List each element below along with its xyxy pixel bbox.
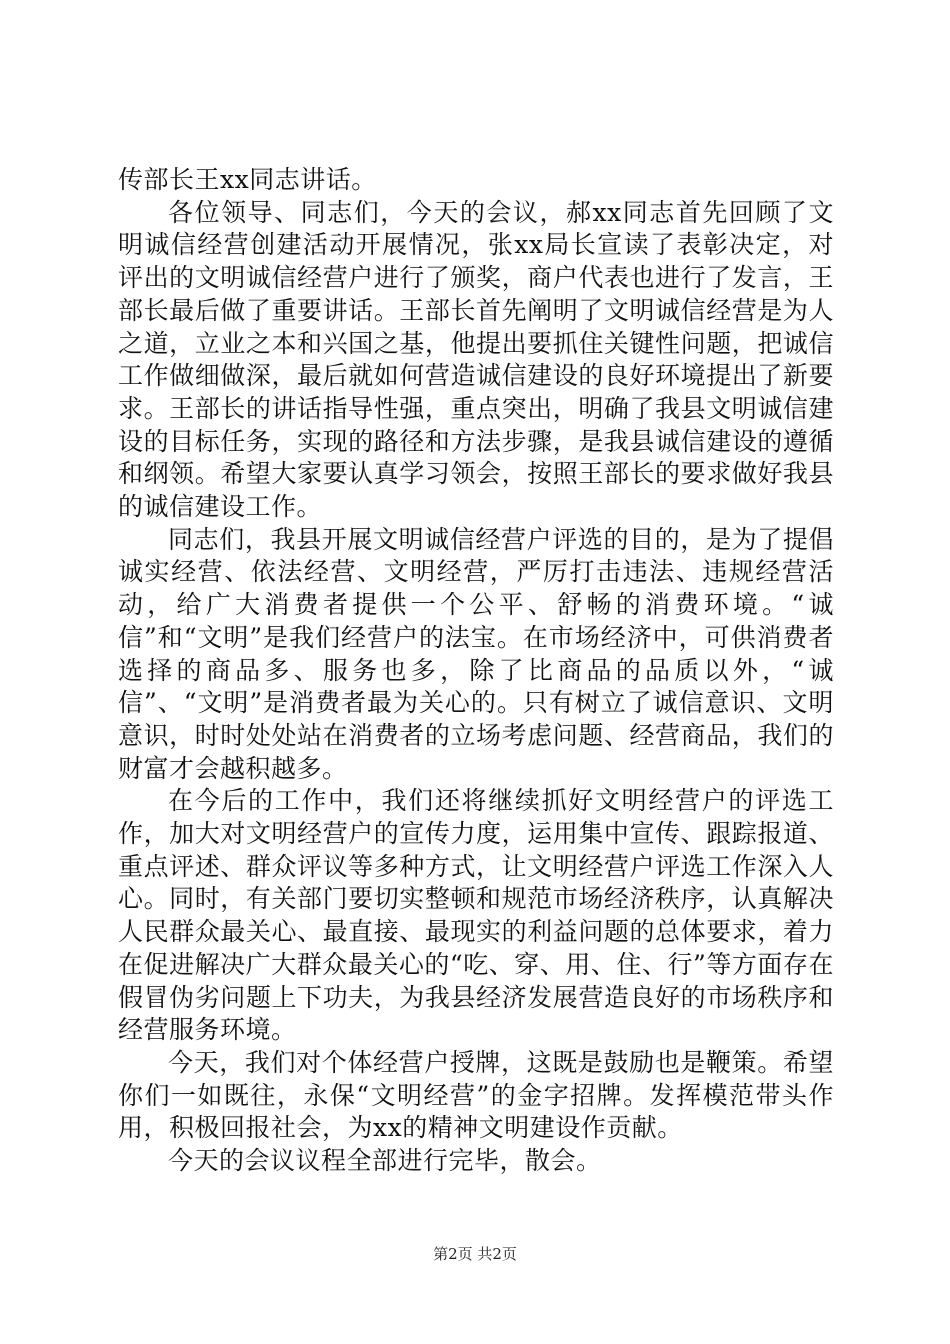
paragraph-1: 传部长王xx同志讲话。 — [118, 165, 377, 194]
paragraph-6: 今天的会议议程全部进行完毕，散会。 — [168, 1146, 602, 1176]
paragraph-2: 各位领导、同志们，今天的会议，郝xx同志首先回顾了文明诚信经营创建活动开展情况，张xx局长宣读了表彰决定，对评出的文明诚信经营户进行了颁奖，商户代表也进行了发言，王部长最后做了重要讲话。王部长首先阐明了文明诚信经营是为人之道，立业之本和兴国之基，他提出要抓住关键性问题，把诚信工作做细做深，最后就如何营造诚信建设的良好环境提出了新要求。王部长的讲话指导性强，重点突出，明确了我县文明诚信建设的目标任务，实现的路径和方法步骤，是我县诚信建设的遵循和纲领。希望大家要认真学习领会，按照王部长的要求做好我县的诚信建设工作。 — [118, 197, 834, 522]
page-number-footer: 第2页 共2页 — [433, 1245, 517, 1263]
document-body — [118, 164, 834, 1178]
paragraph-5: 今天，我们对个体经营户授牌，这既是鼓励也是鞭策。希望你们一如既往，永保“文明经营”的金字招牌。发挥模范带头作用，积极回报社会，为xx的精神文明建设作贡献。 — [118, 1047, 834, 1143]
paragraph-4: 在今后的工作中，我们还将继续抓好文明经营户的评选工作，加大对文明经营户的宣传力度，运用集中宣传、跟踪报道、重点评述、群众评议等多种方式，让文明经营户评选工作深入人心。同时，有关部门要切实整顿和规范市场经济秩序，认真解决人民群众最关心、最直接、最现实的利益问题的总体要求，着力在促进解决广大群众最关心的“吃、穿、用、住、行”等方面存在假冒伪劣问题上下功夫，为我县经济发展营造良好的市场秩序和经营服务环境。 — [118, 786, 834, 1045]
paragraph-3: 同志们，我县开展文明诚信经营户评选的目的，是为了提倡诚实经营、依法经营、文明经营，严厉打击违法、违规经营活动，给广大消费者提供一个公平、舒畅的消费环境。“诚信”和“文明”是我们经营户的法宝。在市场经济中，可供消费者选择的商品多、服务也多，除了比商品的品质以外，“诚信”、“文明”是消费者最为关心的。只有树立了诚信意识、文明意识，时时处处站在消费者的立场考虑问题、经营商品，我们的财富才会越积越多。 — [118, 524, 834, 783]
